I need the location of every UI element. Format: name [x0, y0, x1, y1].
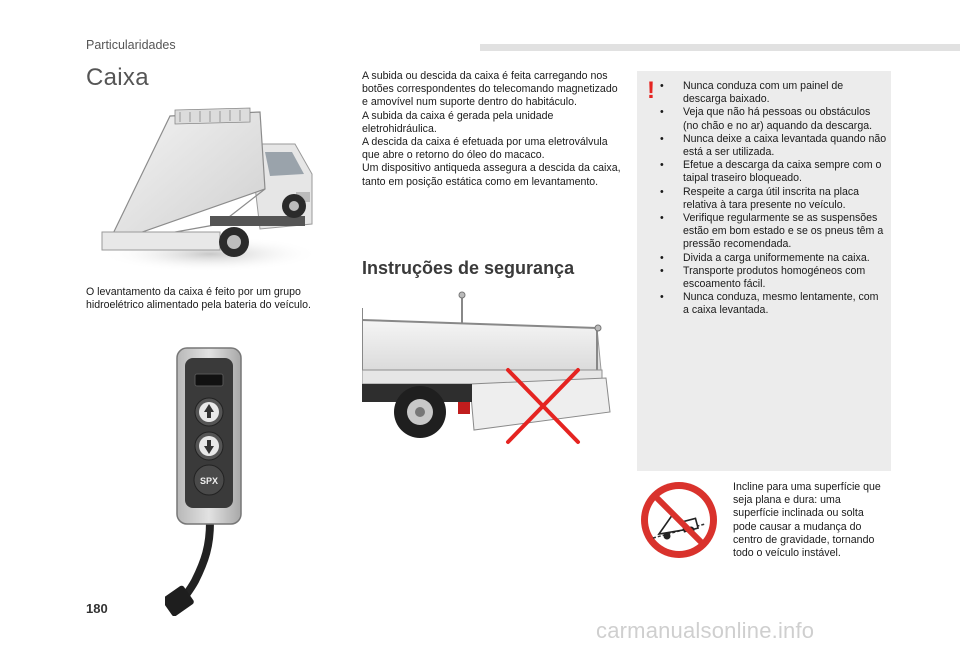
- remote-spx-label: SPX: [199, 476, 219, 486]
- tipper-truck-raised-illustration: [100, 104, 320, 274]
- left-caption: O levantamento da caixa é feito por um grupo hidroelétrico alimentado pela bateria do veículo.: [86, 286, 311, 312]
- page-number: 180: [86, 601, 108, 616]
- warning-item: • Divida a carga uniformemente na caixa.: [657, 252, 887, 265]
- watermark: carmanualsonline.info: [596, 618, 815, 643]
- paragraph: Um dispositivo antiqueda assegura a descida da caixa, tanto em posição estática como em levantamento.: [362, 162, 621, 188]
- warning-item: • Verifique regularmente se as suspensões estão em bom estado e se os pneus têm a pressão recomendada.: [657, 212, 887, 252]
- page-title: Caixa: [86, 64, 149, 91]
- safety-heading: Instruções de segurança: [362, 258, 575, 278]
- warning-item: • Veja que não há pessoas ou obstáculos (no chão e no ar) aquando da descarga.: [657, 106, 887, 132]
- warning-item: • Transporte produtos homogéneos com escoamento fácil.: [657, 265, 887, 291]
- header-divider-bar: [480, 44, 960, 51]
- paragraph: A subida ou descida da caixa é feita carregando nos botões correspondentes do telecomando magnetizado e amovível num suporte dentro do habitáculo.: [362, 70, 618, 109]
- incline-prohibited-icon: [639, 480, 719, 560]
- paragraph: A descida da caixa é efetuada por uma eletroválvula que abre o retorno do óleo do macaco.: [362, 136, 608, 162]
- warning-item: • Nunca conduza com um painel de descarga baixado.: [657, 80, 887, 106]
- warning-item: • Efetue a descarga da caixa sempre com o taipal traseiro bloqueado.: [657, 159, 887, 185]
- remote-control-illustration: [165, 346, 245, 616]
- truck-side-panel-prohibited-illustration: [362, 290, 617, 465]
- warning-item: • Nunca conduza, mesmo lentamente, com a caixa levantada.: [657, 291, 887, 317]
- middle-text-block: [362, 70, 624, 189]
- warning-item: • Nunca deixe a caixa levantada quando não está a ser utilizada.: [657, 133, 887, 159]
- section-header: Particularidades: [86, 38, 176, 52]
- incline-tip-text: Incline para uma superfície que seja plana e dura: uma superfície inclinada ou solta pode causar a mudança do centro de gravidade, tornando todo o veículo instável.: [733, 481, 881, 560]
- paragraph: A subida da caixa é gerada pela unidade eletrohidráulica.: [362, 109, 554, 135]
- warning-list: [657, 80, 887, 318]
- warning-exclamation-icon: !: [647, 77, 655, 104]
- warning-item: • Respeite a carga útil inscrita na placa relativa à tara presente no veículo.: [657, 186, 887, 212]
